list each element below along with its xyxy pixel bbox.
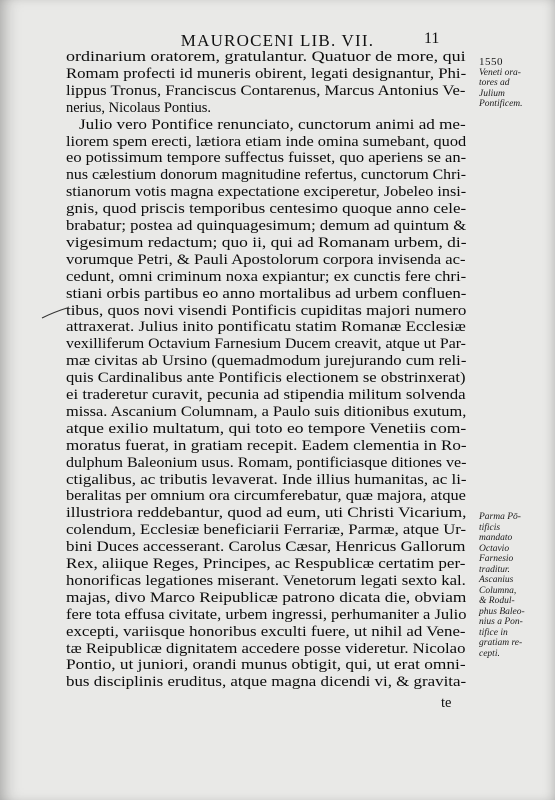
text-line: beralitas per omnium ora circumferebatur, quæ majora, atque (66, 488, 466, 505)
margin-note-line: Ascanius (479, 575, 514, 585)
text-line: fere tota effusa civitate, urbem ingressi, perhumaniter a Julio (66, 606, 467, 623)
text-line: missa. Ascanium Columnam, a Paulo suis ditionibus exutum, (66, 403, 467, 420)
text-line: majas, divo Marco Reipublicæ patrono dicata die, obviam (66, 589, 467, 606)
margin-note-line: tificis (479, 522, 501, 533)
text-line: ordinarium oratorem, gratulantur. Quatuor de more, qui (66, 49, 466, 65)
text-line: moratus fuerat, in gratiam recepit. Eadem clementia in Ro- (66, 437, 467, 454)
margin-note-line: Parma Pō- (479, 512, 521, 522)
margin-note-line: nius a Pon- (479, 617, 523, 627)
text-line: vigesimum redactum; quo ii, qui ad Romanam urbem, di- (66, 234, 467, 251)
text-line: tæ Reipublicæ dignitatem accedere posse videretur. Nicolao (66, 640, 466, 657)
text-line: honorificas legationes miserant. Venetorum legati sexto kal. (66, 572, 466, 589)
margin-note-line: phus Baleo- (479, 606, 525, 617)
margin-note-line: tifice in (479, 627, 508, 638)
text-line: ctigalibus, ac tributis levaverat. Inde illius humanitas, ac li- (66, 471, 467, 488)
text-line: brabatur; postea ad quinquagesimum; demum ad quintum & (66, 218, 467, 234)
margin-note-parma (479, 512, 525, 659)
text-line: bini Duces accesserant. Carolus Cæsar, Henricus Gallorum (66, 539, 466, 556)
margin-note-line: Octavio (479, 543, 510, 554)
text-line: ei traderetur curavit, pecunia ad stipendia militum solvenda (66, 387, 466, 403)
text-line: stiani orbis partibus eo anno mortalibus ad urbem confluen- (66, 285, 467, 302)
margin-note-line: Julium (479, 88, 505, 99)
text-line: attraxerat. Julius inito pontificatu statim Romanæ Ecclesiæ (66, 319, 466, 336)
text-line: stianorum votis magna expectatione exciperetur, Jobeleo insi- (66, 184, 467, 201)
margin-note-line: Pontificem. (479, 99, 523, 109)
margin-note-line: traditur. (479, 564, 510, 575)
margin-note-line: & Rodul- (479, 596, 515, 606)
margin-note-line: Columna, (479, 585, 517, 596)
text-line: Rex, aliique Reges, Principes, ac Respublicæ certatim per- (66, 556, 466, 572)
catchword: te (441, 695, 452, 711)
pen-mark-icon (40, 306, 70, 320)
text-line: Pontio, ut juniori, orandi munus obtigit, qui, ut erat omni- (66, 657, 466, 674)
text-line: bus disciplinis eruditus, atque magna dicendi vi, & gravita- (66, 674, 467, 691)
text-line: eo potissimum tempore suffectus fuisset, quo aperiens se an- (66, 150, 467, 167)
text-line: Romam profecti id muneris obirent, legati designantur, Phi- (66, 65, 467, 82)
margin-note-venetian-envoys (479, 57, 523, 110)
text-line: mæ civitas ab Ursino (quemadmodum jurejurando cum reli- (66, 353, 467, 370)
running-header-title: MAUROCENI LIB. VII. (180, 31, 375, 50)
margin-note-year: 1550 (479, 56, 503, 68)
margin-note-line: Farnesio (479, 554, 514, 564)
text-line: lippus Tronus, Franciscus Contarenus, Marcus Antonius Ve- (66, 82, 466, 99)
text-line: colendum, Ecclesiæ beneficiarii Ferrariæ, Parmæ, atque Ur- (66, 522, 466, 539)
text-line: cedunt, omni criminum noxa expiantur; ex cunctis fere chri- (66, 268, 467, 285)
text-line: nerius, Nicolaus Pontius. (66, 99, 211, 116)
text-line: nus cælestium donorum magnitudine refertus, cunctorum Chri- (66, 167, 467, 184)
text-line: tibus, quos novi visendi Pontificis cupiditas majori numero (66, 302, 467, 319)
text-line: vexilliferum Octavium Farnesium Ducem creavit, atque ut Par- (66, 336, 466, 353)
page-number: 11 (424, 30, 440, 47)
text-line: dulphum Baleonium usus. Romam, pontificiasque ditiones ve- (66, 454, 467, 471)
text-line: atque exilio multatum, qui toto eo tempore Venetiis com- (66, 420, 467, 437)
text-line: illustriora reddebantur, quod ad eum, uti Christi Vicarium, (66, 505, 467, 522)
text-line: liorem spem erecti, lætiora etiam inde omina sumebant, quod (66, 133, 467, 150)
margin-note-line: mandato (479, 533, 513, 543)
margin-note-line: tores ad (479, 78, 510, 88)
margin-note-line: cepti. (479, 648, 500, 659)
text-line: vorumque Petri, & Pauli Apostolorum corpora invisenda ac- (66, 251, 466, 268)
text-line: Julio vero Pontifice renunciato, cunctorum animi ad me- (79, 116, 466, 133)
text-line: gnis, quod priscis temporibus centesimo quoque anno cele- (66, 201, 467, 218)
margin-note-line: gratiam re- (479, 638, 523, 648)
text-line: quis Cardinalibus ante Pontificis electionem se obstrinxerat) (66, 370, 466, 387)
margin-note-line: Veneti ora- (479, 67, 521, 78)
text-line: excepti, variisque honoribus exculti fuere, ut nihil ad Vene- (66, 623, 466, 640)
